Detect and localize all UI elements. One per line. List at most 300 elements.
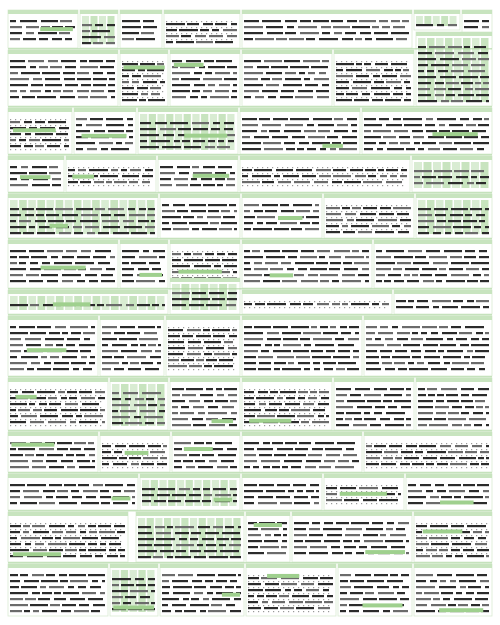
- tile-49-glyph-run-2-3: [143, 457, 158, 459]
- tile-13-dot-2-10: [60, 131, 61, 132]
- tile-56-dot-3-10: [376, 503, 377, 504]
- tile-49-dot-2-0: [102, 455, 103, 456]
- tile-11-dot-5-14: [406, 91, 407, 92]
- tile-3-dot-3-5: [191, 39, 192, 40]
- tile-30-dot-0-10: [222, 251, 223, 252]
- tile-45-dot-4-2: [254, 413, 255, 414]
- tile-35-dot-1-24: [364, 307, 365, 308]
- tile-46-glyph-run-1-0: [336, 394, 347, 396]
- tile-49-dot-1-4: [122, 449, 123, 450]
- tile-47-glyph-run-2-0: [418, 400, 433, 402]
- tile-20-header-band: [158, 156, 238, 160]
- tile-40-glyph-run-0-4: [311, 326, 317, 328]
- tile-21-dot-0-24: [362, 167, 363, 168]
- tile-30-dot-1-12: [232, 257, 233, 258]
- tile-42-glyph-run-0-0: [10, 391, 18, 393]
- tile-19-dot-0-12: [128, 167, 129, 168]
- tile-35-dot-1-18: [334, 307, 335, 308]
- tile-11-glyph-run-6-2: [372, 99, 383, 101]
- tile-11-dot-5-6: [366, 91, 367, 92]
- tile-21-glyph-run-2-7: [363, 181, 382, 183]
- tile-49-dot-2-10: [152, 455, 153, 456]
- tile-63-glyph-run-1-2: [41, 580, 58, 582]
- tile-62-dot-2-10: [466, 535, 467, 536]
- tile-26-dot-4-1: [331, 229, 332, 230]
- tile-66-dot-5-14: [318, 605, 319, 606]
- tile-67-glyph-run-2-2: [377, 586, 389, 588]
- tile-15-glyph-run-1-1: [160, 128, 176, 130]
- tile-66-dot-0-16: [328, 575, 329, 576]
- tile-33-column-10: [102, 296, 110, 310]
- tile-41-glyph-run-7-0: [366, 368, 381, 370]
- tile-49-dot-1-9: [147, 449, 148, 450]
- tile-39-glyph-run-6-3: [214, 365, 233, 367]
- tile-58-dot-4-3: [25, 547, 26, 548]
- tile-35-dot-1-19: [339, 307, 340, 308]
- tile-27-glyph-run-0-0: [418, 208, 431, 210]
- tile-8-dot-4-3: [137, 85, 138, 86]
- tile-16-glyph-run-5-5: [320, 148, 326, 150]
- tile-29-glyph-run-1-2: [159, 256, 165, 258]
- tile-63-glyph-run-2-5: [78, 586, 86, 588]
- tile-66-dot-1-13: [313, 581, 314, 582]
- tile-45-dot-2-11: [299, 401, 300, 402]
- tile-26-dot-2-13: [391, 217, 392, 218]
- tile-27-glyph-run-2-2: [448, 220, 461, 222]
- tile-21-glyph-run-0-7: [365, 169, 376, 171]
- tile-58-dot-4-0: [10, 547, 11, 548]
- tile-30-dot-2-12: [232, 263, 233, 264]
- tile-33-glyph-run-0-6: [106, 304, 122, 306]
- tile-17-glyph-run-1-7: [478, 124, 489, 126]
- tile-67-glyph-run-6-1: [349, 610, 359, 612]
- section-divider-5: [8, 288, 492, 290]
- tile-10-glyph-run-3-0: [244, 78, 258, 80]
- tile-45-glyph-run-3-0: [244, 409, 261, 411]
- tile-15-column-8: [210, 114, 217, 150]
- tile-1-glyph-run-0-1: [95, 24, 103, 26]
- tile-40-header-band: [242, 316, 362, 320]
- tile-49-dot-0-7: [137, 443, 138, 444]
- tile-7-glyph-run-3-3: [64, 78, 75, 80]
- tile-62-dot-0-13: [481, 523, 482, 524]
- tile-35-dot-0-16: [324, 301, 325, 302]
- tile-53-glyph-run-0-3: [64, 484, 76, 486]
- tile-35-dot-0-18: [334, 301, 335, 302]
- tile-26-dot-1-7: [361, 211, 362, 212]
- tile-42-glyph-run-4-2: [40, 415, 58, 417]
- tile-35-dot-1-17: [329, 307, 330, 308]
- tile-21-dot-1-25: [367, 173, 368, 174]
- tile-51-glyph-run-3-5: [338, 460, 349, 462]
- tile-15-glyph-run-2-1: [163, 134, 174, 136]
- tile-62-dot-3-1: [421, 541, 422, 542]
- tile-6-glyph-run-1-1: [482, 26, 489, 28]
- tile-67-glyph-run-6-3: [383, 610, 390, 612]
- tile-21-dot-0-19: [337, 167, 338, 168]
- tile-56-dot-2-10: [376, 497, 377, 498]
- tile-46-glyph-run-6-4: [406, 424, 411, 426]
- tile-38-glyph-run-5-0: [102, 356, 112, 358]
- tile-39-dot-7-1: [173, 369, 174, 370]
- tile-19-dot-2-8: [108, 179, 109, 180]
- tile-19-dot-0-6: [98, 167, 99, 168]
- tile-17-glyph-run-5-0: [364, 148, 373, 150]
- tile-28-glyph-run-4-0: [10, 274, 23, 276]
- tile-42-dot-0-15: [85, 389, 86, 390]
- tile-66-dot-4-9: [293, 599, 294, 600]
- tile-64-glyph-run-1-3: [148, 584, 155, 586]
- tile-60-header-band: [246, 512, 290, 516]
- tile-19-dot-1-5: [93, 173, 94, 174]
- tile-47-glyph-run-4-5: [486, 412, 489, 414]
- tile-12-glyph-run-4-0: [418, 70, 424, 72]
- tile-50-glyph-run-4-2: [198, 466, 213, 468]
- tile-21-dot-1-11: [297, 173, 298, 174]
- tile-38-glyph-run-5-1: [114, 356, 124, 358]
- tile-13-dot-4-6: [40, 143, 41, 144]
- tile-16-glyph-run-1-2: [285, 124, 303, 126]
- tile-42-dot-3-17: [95, 407, 96, 408]
- tile-21-dot-1-8: [282, 173, 283, 174]
- tile-18-header-band: [8, 156, 64, 160]
- tile-18-glyph-run-2-0: [10, 178, 17, 180]
- tile-35-dot-1-6: [274, 307, 275, 308]
- tile-66-dot-1-0: [248, 581, 249, 582]
- tile-11-dot-5-4: [356, 91, 357, 92]
- tile-3-dot-3-10: [216, 39, 217, 40]
- tile-68-glyph-run-3-2: [441, 592, 453, 594]
- tile-4-glyph-run-0-2: [285, 20, 297, 22]
- tile-52-dot-4-1: [371, 467, 372, 468]
- tile-5-glyph-run-0-1: [437, 24, 444, 26]
- tile-48-glyph-run-1-4: [70, 448, 81, 450]
- tile-11-dot-5-3: [351, 91, 352, 92]
- tile-13-dot-4-7: [45, 143, 46, 144]
- tile-10-glyph-run-2-1: [266, 72, 282, 74]
- tile-33-glyph-run-0-10: [162, 304, 165, 306]
- tile-62-glyph-run-1-4: [473, 531, 482, 533]
- tile-45-glyph-run-3-2: [279, 409, 289, 411]
- tile-52-dot-3-21: [471, 461, 472, 462]
- tile-7-glyph-run-3-6: [109, 78, 115, 80]
- tile-39-dot-0-2: [178, 327, 179, 328]
- tile-52-glyph-run-0-0: [366, 445, 372, 447]
- tile-21-dot-0-25: [367, 167, 368, 168]
- tile-31-glyph-run-5-6: [342, 280, 361, 282]
- tile-66-dot-3-11: [303, 593, 304, 594]
- tile-39-dot-3-9: [213, 345, 214, 346]
- tile-39-glyph-run-4-1: [187, 353, 201, 355]
- tile-30-dot-2-1: [177, 263, 178, 264]
- tile-4-glyph-run-3-8: [365, 38, 372, 40]
- tile-42-dot-2-12: [70, 401, 71, 402]
- tile-9-glyph-run-2-0: [172, 72, 190, 74]
- tile-12-header-band: [416, 32, 492, 36]
- tile-62-dot-1-10: [466, 529, 467, 530]
- tile-31-glyph-run-3-2: [270, 268, 283, 270]
- tile-35-dot-0-0: [244, 301, 245, 302]
- tile-10-glyph-run-4-4: [322, 84, 329, 86]
- tile-48-glyph-run-3-0: [10, 460, 28, 462]
- tile-62-dot-5-4: [436, 553, 437, 554]
- tile-41-glyph-run-5-3: [412, 356, 421, 358]
- tile-26-dot-1-6: [356, 211, 357, 212]
- tile-21-dot-1-14: [312, 173, 313, 174]
- tile-19-dot-3-9: [113, 185, 114, 186]
- tile-49-dot-1-7: [137, 449, 138, 450]
- tile-62-dot-5-1: [421, 553, 422, 554]
- tile-9-glyph-run-5-1: [192, 90, 200, 92]
- tile-4-glyph-run-0-0: [244, 20, 259, 22]
- tile-34-glyph-run-2-2: [206, 304, 222, 306]
- tile-45-glyph-run-0-0: [244, 391, 254, 393]
- tile-62-dot-5-2: [426, 553, 427, 554]
- tile-11-dot-4-11: [391, 85, 392, 86]
- tile-56-header-band: [324, 474, 404, 478]
- tile-67-glyph-run-3-4: [397, 592, 405, 594]
- tile-40-glyph-run-2-5: [335, 338, 344, 340]
- tile-21-dot-1-20: [342, 173, 343, 174]
- tile-3-dot-1-11: [221, 27, 222, 28]
- tile-53-header-band: [8, 474, 138, 478]
- tile-66-dot-4-14: [318, 599, 319, 600]
- tile-58-glyph-run-3-3: [48, 543, 67, 545]
- tile-4-glyph-run-2-4: [322, 32, 330, 34]
- tile-10-glyph-run-2-2: [285, 72, 296, 74]
- tile-42-dot-6-1: [15, 425, 16, 426]
- tile-15-glyph-run-0-3: [192, 122, 209, 124]
- tile-16-glyph-run-2-6: [334, 130, 348, 132]
- tile-35-dot-1-21: [349, 307, 350, 308]
- tile-34-glyph-run-1-3: [227, 298, 237, 300]
- tile-63-glyph-run-0-6: [88, 574, 105, 576]
- tile-28-glyph-run-0-5: [95, 250, 111, 252]
- tile-19-dot-2-10: [118, 179, 119, 180]
- tile-39-glyph-run-2-0: [168, 341, 184, 343]
- tile-11-glyph-run-6-4: [404, 99, 411, 101]
- tile-4-glyph-run-1-0: [244, 26, 263, 28]
- tile-10-glyph-run-2-3: [299, 72, 305, 74]
- tile-31-glyph-run-2-0: [244, 262, 250, 264]
- tile-56-dot-2-5: [351, 497, 352, 498]
- tile-39-dot-0-8: [208, 327, 209, 328]
- tile-21-glyph-run-1-11: [400, 175, 407, 177]
- tile-64-glyph-run-0-2: [148, 578, 155, 580]
- tile-66-dot-5-7: [283, 605, 284, 606]
- tile-49-dot-0-4: [122, 443, 123, 444]
- tile-21-dot-3-4: [262, 185, 263, 186]
- tile-10-glyph-run-5-4: [316, 90, 329, 92]
- tile-15-column-7: [201, 114, 208, 150]
- tile-39-dot-7-5: [193, 369, 194, 370]
- tile-32-glyph-run-1-1: [394, 256, 413, 258]
- tile-15-glyph-run-1-3: [193, 128, 208, 130]
- tile-57-glyph-run-1-3: [449, 490, 465, 492]
- tile-56-dot-0-3: [341, 485, 342, 486]
- tile-17-glyph-run-5-1: [377, 148, 383, 150]
- tile-42-dot-3-7: [45, 407, 46, 408]
- tile-39-glyph-run-1-1: [182, 335, 193, 337]
- tile-3-dot-1-5: [191, 27, 192, 28]
- tile-25-glyph-run-1-0: [244, 210, 250, 212]
- tile-13-dot-3-6: [40, 137, 41, 138]
- tile-22-glyph-run-2-3: [467, 182, 474, 184]
- tile-7-header-band: [8, 50, 118, 54]
- tile-52-glyph-run-3-2: [400, 463, 410, 465]
- tile-51-glyph-run-3-2: [284, 460, 302, 462]
- tile-40-glyph-run-1-3: [303, 332, 321, 334]
- tile-39-dot-6-5: [193, 363, 194, 364]
- tile-42-dot-0-16: [90, 389, 91, 390]
- tile-33-glyph-run-0-8: [137, 304, 150, 306]
- tile-1-glyph-run-1-1: [92, 30, 110, 32]
- tile-16-glyph-run-2-7: [352, 130, 357, 132]
- tile-66-glyph-run-2-2: [285, 589, 291, 591]
- tile-63-glyph-run-3-5: [82, 592, 96, 594]
- tile-43-glyph-run-1-3: [146, 398, 154, 400]
- tile-14-glyph-run-2-3: [126, 130, 133, 132]
- tile-11-glyph-run-1-4: [395, 69, 401, 71]
- tile-39-dot-3-11: [223, 345, 224, 346]
- tile-3-dot-3-3: [181, 39, 182, 40]
- tile-61-glyph-run-3-5: [364, 540, 383, 542]
- tile-32-glyph-run-4-4: [420, 274, 432, 276]
- tile-21-dot-2-6: [272, 179, 273, 180]
- tile-31-glyph-run-2-2: [265, 262, 278, 264]
- tile-43-header-band: [110, 378, 168, 382]
- tile-40-glyph-run-2-1: [267, 338, 281, 340]
- tile-3-dot-3-13: [231, 39, 232, 40]
- tile-7-glyph-run-1-6: [100, 66, 114, 68]
- tile-30-dot-0-12: [232, 251, 233, 252]
- tile-17-glyph-run-2-0: [364, 130, 371, 132]
- tile-12-glyph-run-4-4: [468, 70, 485, 72]
- tile-52-dot-3-15: [441, 461, 442, 462]
- tile-35-dot-0-14: [314, 301, 315, 302]
- tile-30-dot-2-11: [227, 263, 228, 264]
- tile-23-glyph-run-0-1: [22, 208, 34, 210]
- tile-42-glyph-run-4-3: [62, 415, 73, 417]
- tile-67-highlight-block: [362, 603, 402, 607]
- tile-21-glyph-run-0-4: [316, 169, 331, 171]
- tile-42-glyph-run-5-4: [79, 421, 98, 423]
- tile-3-dot-0-11: [221, 21, 222, 22]
- tile-19-dot-1-14: [138, 173, 139, 174]
- tile-19-dot-0-7: [103, 167, 104, 168]
- tile-35-dot-0-12: [304, 301, 305, 302]
- tile-68-glyph-run-2-2: [460, 586, 466, 588]
- tile-27-glyph-run-2-1: [437, 220, 446, 222]
- tile-51-glyph-run-0-0: [244, 442, 259, 444]
- tile-39-dot-5-8: [208, 357, 209, 358]
- tile-7-glyph-run-4-5: [93, 84, 106, 86]
- tile-45-dot-4-11: [299, 413, 300, 414]
- tile-13-dot-4-10: [60, 143, 61, 144]
- tile-11-dot-5-13: [401, 91, 402, 92]
- tile-19-dot-3-3: [83, 185, 84, 186]
- tile-26-dot-2-2: [336, 217, 337, 218]
- tile-28-glyph-run-5-5: [89, 280, 98, 282]
- tile-31-glyph-run-2-3: [281, 262, 291, 264]
- tile-42-glyph-run-2-4: [65, 403, 78, 405]
- tile-41-glyph-run-2-1: [375, 338, 381, 340]
- tile-23-glyph-run-2-8: [138, 220, 149, 222]
- tile-23-glyph-run-1-1: [25, 214, 34, 216]
- tile-25-glyph-run-1-2: [265, 210, 277, 212]
- tile-56-dot-0-6: [356, 485, 357, 486]
- tile-11-dot-3-10: [386, 79, 387, 80]
- tile-68-glyph-run-2-1: [439, 586, 456, 588]
- tile-66-dot-5-1: [253, 605, 254, 606]
- tile-67-glyph-run-4-1: [363, 598, 377, 600]
- tile-26-dot-3-13: [391, 223, 392, 224]
- tile-51-glyph-run-4-4: [282, 466, 288, 468]
- tile-15-glyph-run-0-5: [224, 122, 234, 124]
- tile-52-dot-0-16: [446, 443, 447, 444]
- tile-41-glyph-run-1-2: [397, 332, 410, 334]
- tile-58-dot-1-7: [45, 529, 46, 530]
- tile-52-dot-0-9: [411, 443, 412, 444]
- tile-26-glyph-run-1-3: [379, 213, 394, 215]
- tile-44-glyph-run-4-0: [172, 412, 178, 414]
- tile-14-glyph-run-4-2: [116, 142, 122, 144]
- tile-61-glyph-run-5-4: [356, 552, 364, 554]
- tile-11-glyph-run-4-1: [352, 87, 367, 89]
- tile-26-dot-0-7: [361, 205, 362, 206]
- tile-42-dot-1-9: [55, 395, 56, 396]
- tile-19-glyph-run-2-5: [129, 181, 138, 183]
- tile-17-glyph-run-3-2: [399, 136, 410, 138]
- tile-29-glyph-run-1-0: [122, 256, 135, 258]
- tile-46-glyph-run-5-5: [394, 418, 404, 420]
- tile-35-dot-0-21: [349, 301, 350, 302]
- tile-16-glyph-run-5-2: [286, 148, 295, 150]
- tile-66-dot-6-6: [278, 611, 279, 612]
- tile-58-dot-1-1: [15, 529, 16, 530]
- tile-11-dot-6-13: [401, 97, 402, 98]
- tile-58-glyph-run-3-6: [100, 543, 106, 545]
- tile-49-dot-0-0: [102, 443, 103, 444]
- tile-4-glyph-run-3-0: [244, 38, 253, 40]
- tile-11-dot-2-1: [341, 73, 342, 74]
- tile-45-dot-3-7: [279, 407, 280, 408]
- tile-39-dot-2-2: [178, 339, 179, 340]
- tile-26-dot-1-1: [331, 211, 332, 212]
- tile-11-glyph-run-5-3: [374, 93, 390, 95]
- tile-22-glyph-run-0-2: [454, 170, 469, 172]
- tile-3-dot-0-3: [181, 21, 182, 22]
- tile-8-dot-0-7: [157, 61, 158, 62]
- tile-66-glyph-run-3-2: [266, 595, 277, 597]
- tile-64-header-band: [110, 564, 158, 568]
- tile-49-dot-4-6: [132, 467, 133, 468]
- tile-66-dot-2-3: [263, 587, 264, 588]
- tile-11-dot-0-10: [386, 61, 387, 62]
- tile-50-glyph-run-3-0: [174, 460, 181, 462]
- tile-49-glyph-run-0-1: [115, 445, 126, 447]
- tile-25-glyph-run-3-2: [266, 222, 277, 224]
- tile-65-glyph-run-5-3: [211, 604, 222, 606]
- tile-13-dot-1-7: [45, 125, 46, 126]
- tile-58-dot-0-1: [15, 523, 16, 524]
- tile-59-glyph-run-1-1: [156, 532, 171, 534]
- tile-54-glyph-run-2-3: [185, 500, 200, 502]
- tile-50-glyph-run-2-2: [202, 454, 214, 456]
- tile-57-glyph-run-1-2: [437, 490, 446, 492]
- tile-10-glyph-run-3-5: [314, 78, 329, 80]
- tile-12-glyph-run-3-3: [471, 64, 485, 66]
